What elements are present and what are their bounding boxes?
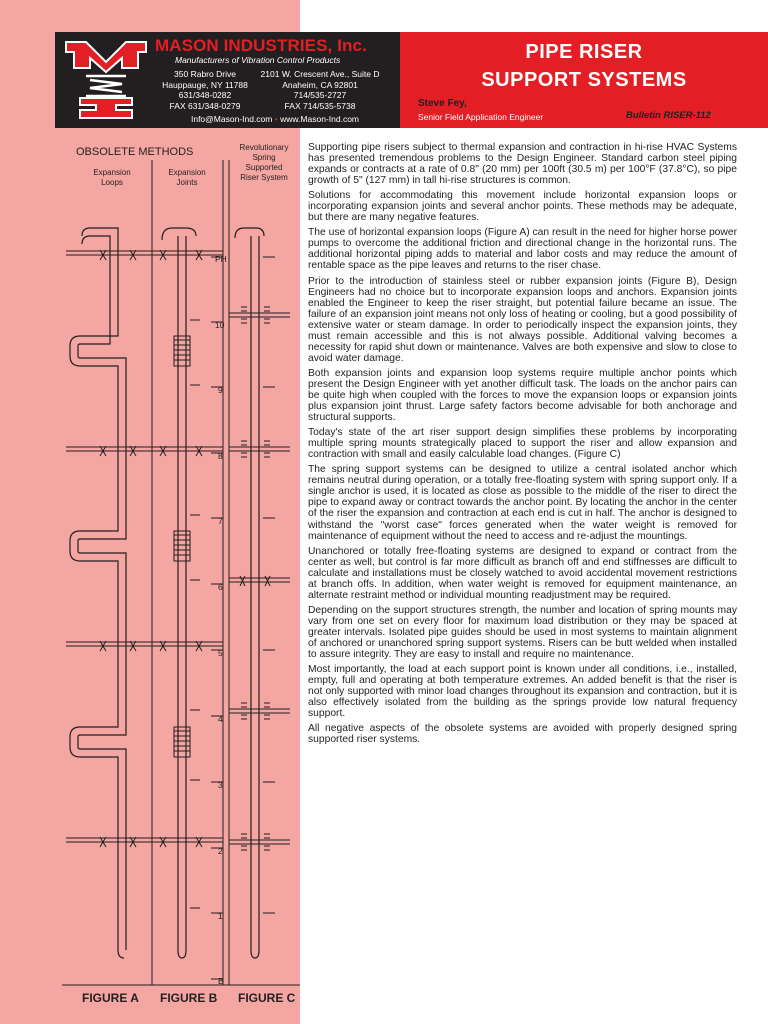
title-line: PIPE RISER [525, 41, 643, 63]
separator-dot: • [274, 114, 278, 124]
figure-b-caption: FIGURE B [160, 991, 218, 1005]
floor-label: 9 [218, 385, 223, 395]
figure-a-riser [70, 228, 126, 958]
phone-line: 714/535-2727 [293, 90, 347, 100]
document-title [400, 38, 768, 94]
paragraph: All negative aspects of the obsolete systems are avoided with properly designed spring supported riser systems. [308, 723, 737, 746]
floor-label: 3 [218, 780, 223, 790]
label-line: Loops [101, 178, 123, 187]
paragraph: Solutions for accommodating this movement include horizontal expansion loops or incorporating expansion joints and several anchor points. These methods may be adequate, but there are many negative features. [308, 190, 737, 224]
figure-c-riser [235, 228, 264, 958]
floor-label: 5 [218, 648, 223, 658]
floor-label: B [218, 976, 224, 986]
figure-b-anchors [152, 250, 223, 908]
address-line: 2101 W. Crescent Ave., Suite D [260, 69, 380, 79]
riser-diagram [0, 0, 300, 1024]
floor-label: 10 [215, 320, 225, 330]
floor-label: 2 [218, 846, 223, 856]
article-body [308, 142, 737, 749]
figure-b-joints [174, 336, 190, 757]
author-name: Steve Fey, [418, 98, 467, 109]
address-line: Anaheim, CA 92801 [282, 79, 358, 90]
paragraph: Today's state of the art riser support design simplifies these problems by incorporating multiple spring mounts strategically placed to support the riser and allow expansion and contraction with small and easily calculable load changes. (Figure C) [308, 427, 737, 461]
paragraph: Both expansion joints and expansion loop systems require multiple anchor points which present the Design Engineer with yet another difficult task. The loads on the anchor pairs can be quite high when coupled with the forces to move the expansion loops or expansion joints plus expansion joint thrust. Large safety factors become advisable for both anchorage and structural supports. [308, 367, 737, 424]
floor-label: 1 [218, 911, 223, 921]
paragraph: Depending on the support structures strength, the number and location of spring mounts may vary from one set on every floor for maximum load distribution or they may be spaced at greater intervals. Isolated pipe guides should be used in most systems to maintain alignment of anchored or unanchored spring support systems. Risers can be butt welded when installed to assure integrity. They are easy to install and require no maintenance. [308, 604, 737, 661]
paragraph: Most importantly, the load at each support point is known under all conditions, i.e., installed, empty, full and operating at both temperature extremes. An added benefit is that the riser is not only supported with minor load changes throughout its expansion and contraction, but it is also effectively isolated from the building as the springs provide low natural frequency support. [308, 664, 737, 720]
label-line: Supported [245, 163, 283, 172]
floor-label: 6 [218, 582, 223, 592]
fax-line: FAX 631/348-0279 [169, 100, 241, 111]
phone-line: 631/348-0282 [178, 90, 232, 100]
fax-line: FAX 714/535-5738 [284, 100, 356, 111]
company-tagline: Manufacturers of Vibration Control Products [175, 55, 341, 65]
label-line: Riser System [240, 173, 288, 182]
address-line: 350 Rabro Drive [174, 69, 236, 79]
figure-c-caption: FIGURE C [238, 991, 296, 1005]
title-line: SUPPORT SYSTEMS [481, 69, 687, 91]
paragraph: The use of horizontal expansion loops (Figure A) can result in the need for higher horse power pumps to overcome the additional friction and directional change in the horizontal runs. The additional horizontal piping adds to material and labor costs and may reduce the amount of rentable space as the pipe leaves and returns to the riser chase. [308, 227, 737, 272]
paragraph: Prior to the introduction of stainless steel or rubber expansion joints (Figure B), Design Engineers had no choice but to incorporate expansion loops and anchors. Expansion joints enabled the Engineer to keep the riser straight, but potential failure became an issue. The failure of an expansion joint means not only loss of heating or cooling, but a good possibility of extensive water or steam damage. In order to periodically inspect the expansion joints, they must remain accessible and this is not always possible. Additional valving becomes a necessity for rapid shut down or maintenance. Valves are both expensive and slow to close to avoid water damage. [308, 275, 737, 364]
label-line: Spring [252, 153, 276, 162]
bulletin-number: Bulletin RISER-112 [626, 110, 711, 121]
paragraph: Supporting pipe risers subject to thermal expansion and contraction in hi-rise HVAC Systems has presented tremendous problems to the Design Engineer. Standard carbon steel piping expands or contracts at a rate of 0.8" (20 mm) per 100ft (30.5 m) per 100°F (37.8°C), so pipe growth of 5" (127 mm) in tall hi-rise structures is common. [308, 142, 737, 187]
floor-label: PH [215, 254, 227, 264]
figure-b-riser [162, 228, 196, 958]
email-link[interactable]: Info@Mason-Ind.com [190, 114, 273, 124]
obsolete-methods-label: OBSOLETE METHODS [76, 146, 194, 158]
company-name: MASON INDUSTRIES, Inc. [155, 36, 367, 55]
floor-label: 8 [218, 451, 223, 461]
paragraph: Unanchored or totally free-floating systems are designed to expand or contract from the center as well, but control is far more difficult as branch off and end stiffnesses are difficult to calculate and installations must be closely watched to avoid accidental movement restrictions at branch offs. In addition, when water weight is removed for equipment maintenance, an alternate restraint method or individual mounting readjustment may be required. [308, 545, 737, 601]
floor-ticks [211, 257, 223, 979]
label-line: Joints [176, 178, 198, 187]
address-line: Hauppauge, NY 11788 [162, 79, 248, 90]
label-line: Revolutionary [239, 143, 289, 152]
label-line: Expansion [168, 168, 206, 177]
floor-label: 7 [218, 516, 223, 526]
floor-label: 4 [218, 714, 223, 724]
paragraph: The spring support systems can be designed to utilize a central isolated anchor which remains neutral during operation, or a totally free-floating system with spring support only. If a single anchor is used, it is located as close as possible to the middle of the riser to direct the pipe to expand away or contract towards the anchor point. By locating the anchor in the center of the riser the expansion and contraction at each end is cut in half. The anchor is designed to withstand the "worst case" forces generated when the water weight is removed for maintenance of equipment without the need to access and re-adjust the mountings. [308, 464, 737, 542]
label-line: Expansion [93, 168, 131, 177]
author-role: Senior Field Application Engineer [418, 112, 544, 122]
website-link[interactable]: www.Mason-Ind.com [280, 114, 359, 124]
figure-a-caption: FIGURE A [82, 991, 139, 1005]
